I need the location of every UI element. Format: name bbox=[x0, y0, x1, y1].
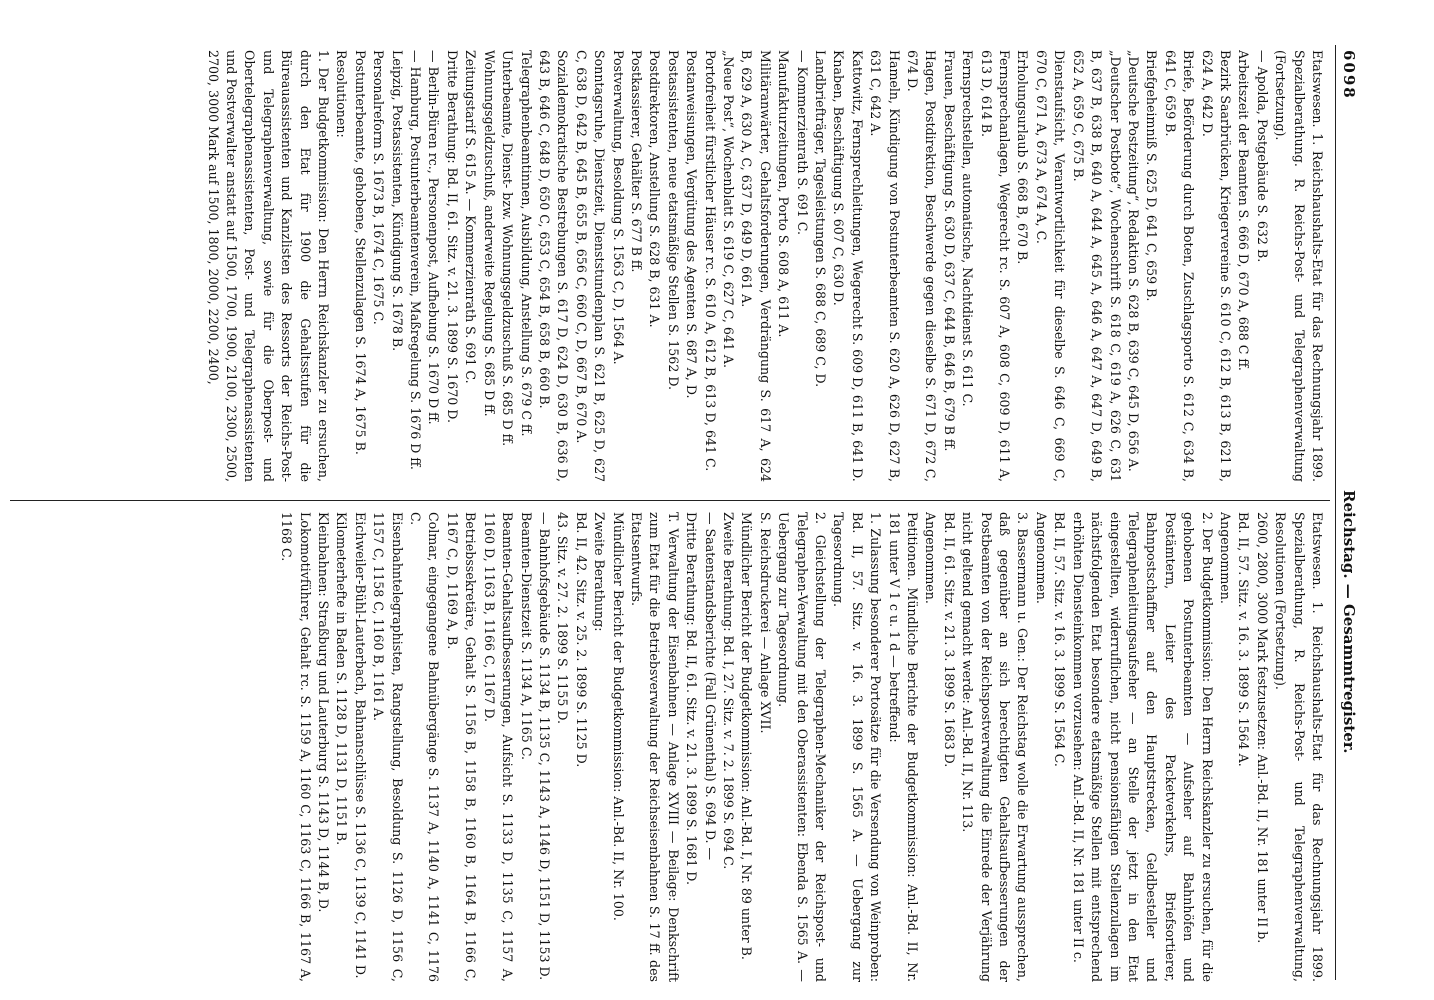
right-column-paragraph: Kilometerhefte in Baden S. 1128 D, 1131 D, 1151 B. bbox=[334, 512, 350, 846]
left-column-paragraph: Resolutionen: bbox=[334, 50, 350, 138]
right-column-paragraph: S. Reichsdruckerei — Anlage XVII. bbox=[757, 512, 773, 734]
left-column-paragraph: Postunterbeamte, gehobene, Stellenzulagen S. 1674 A, 1675 B. bbox=[352, 50, 368, 455]
left-column-paragraph: Erholungsurlaub S. 668 B, 670 B. bbox=[1015, 50, 1031, 265]
left-column bbox=[16, 50, 1326, 482]
right-column-paragraph: Eichweiler-Bühl-Lauterbach, Bahnanschlüsse S. 1136 C, 1139 C, 1141 D. bbox=[352, 512, 368, 979]
left-column-paragraph: Dritte Berathung: Bd. II, 61. Sitz. v. 21. 3. 1899 S. 1670 D. bbox=[444, 50, 460, 423]
left-column-paragraph: „Neue Post“, Wochenblatt S. 619 C, 627 C, 641 A. bbox=[721, 50, 736, 368]
header-rule bbox=[1335, 45, 1336, 980]
left-column-paragraph: Telegraphenbeamtinnen, Ausbildung, Anstellung S. 679 C ff. bbox=[518, 50, 534, 437]
right-column-paragraph: Mündlicher Bericht der Budgetkommission: Anl.-Bd. II, Nr. 100. bbox=[610, 512, 626, 921]
left-column-paragraph: Briefe, Beförderung durch Boten, Zuschlagsporto S. 612 C, 634 B, 641 C, 659 B. bbox=[1162, 50, 1197, 482]
column-divider bbox=[10, 500, 1330, 501]
left-column-paragraph: Landbriefträger, Tagesleistungen S. 688 C, 689 C, D. bbox=[813, 50, 829, 388]
left-column-paragraph: Sonntagsruhe, Dienstzeit, Dienststundenplan S. 621 B, 625 D, 627 C, 638 D, 642 B, 645 B, 655 B, 656 C, 660 C, D, 667 B, 670 A. bbox=[573, 50, 608, 482]
left-column-paragraph: Fernsprechanlagen, Wegerecht rc. S. 607 A, 608 C, 609 D, 611 A, 613 D, 614 B. bbox=[978, 50, 1013, 482]
right-column-paragraph: 2600, 2800, 3000 Mark festzusetzen: Anl.-Bd. II, Nr. 181 unter II b. bbox=[1254, 512, 1270, 944]
right-column-paragraph: 43. Sitz. v. 27. 2. 1899 S. 1155 D. bbox=[555, 512, 571, 725]
right-column-paragraph: Zweite Berathung: Bd. I, 27. Sitz. v. 7. 2. 1899 S. 694 C. bbox=[721, 512, 736, 870]
right-column-paragraph: Zweite Berathung: bbox=[592, 512, 608, 632]
right-column-paragraph: — Saatenstandsberichte (Fall Grünenthal) S. 694 D. — bbox=[702, 512, 718, 861]
left-column-paragraph: Arbeitszeit der Beamten S. 666 D, 670 A, 688 C ff. bbox=[1236, 50, 1252, 371]
left-column-paragraph: Manufakturzeitungen, Porto S. 608 A, 611 A. bbox=[776, 50, 792, 338]
left-column-paragraph: Unterbeamte, Dienst- bzw. Wohnungsgeldzuschuß S. 685 D ff. bbox=[500, 50, 516, 447]
left-column-paragraph: — Berlin-Büren rc., Personenpost, Aufhebung S. 1670 D ff. bbox=[426, 50, 442, 425]
left-column-paragraph: „Deutsche Postzeitung“, Redaktion S. 628 B, 639 C, 645 D, 656 A. bbox=[1125, 50, 1141, 472]
right-column-paragraph: Beamten-Gehaltsaufbesserungen, Aufsicht S. 1133 D, 1135 C, 1157 A, 1160 D, 1163 B, 1166 C, 1167 D. bbox=[481, 512, 516, 982]
left-column-paragraph: Leipzig, Postassistenten, Kündigung S. 1678 B. bbox=[389, 50, 405, 352]
left-column-paragraph: Postassistenten, neue etatsmäßige Stellen S. 1562 D. bbox=[665, 50, 681, 390]
right-column-paragraph: 3. Bassermann u. Gen.: Der Reichstag wolle die Erwartung aussprechen, daß gegenüber an sich berechtigten Gehaltsaufbesserungen der Postbeamten von der Reichspostverwaltung die Einrede der Verjährung nicht geltend gemacht werde: Anl.-Bd. II, Nr. 113. bbox=[960, 512, 1031, 982]
page-header bbox=[1332, 50, 1362, 980]
left-column-paragraph: Briefgeheimniß S. 625 D, 641 C, 659 B. bbox=[1144, 50, 1160, 302]
left-column-paragraph: Kattowitz, Fernsprechleitungen, Wegerecht S. 609 D, 611 B, 641 D. bbox=[849, 50, 865, 482]
left-column-paragraph: Postkassierer, Gehälter S. 677 B ff. bbox=[628, 50, 644, 273]
right-column-paragraph: T. Verwaltung der Eisenbahnen — Anlage XVIII — Beilage: Denkschrift zum Etat für die Betriebsverwaltung der Reichseisenbahnen S. 17 ff. des Etatsentwurfs. bbox=[628, 512, 681, 982]
left-column-paragraph: — Kommerzienrath S. 691 C. bbox=[794, 50, 810, 235]
left-column-paragraph: — Hamburg, Postunterbeamtenverein, Maßregelung S. 1676 D ff. bbox=[408, 50, 424, 470]
left-column-paragraph: Knaben, Beschäftigung S. 607 C, 630 D. bbox=[831, 50, 847, 306]
left-column-paragraph: Hagen, Postdirektion, Beschwerde gegen dieselbe S. 671 D, 672 C, 674 D. bbox=[905, 50, 939, 482]
left-column-paragraph: Portofreiheit fürstlicher Häuser rc. S. 610 A, 612 B, 613 D, 641 C. bbox=[702, 50, 718, 472]
right-column-paragraph: Lokomotivführer, Gehalt rc. S. 1159 A, 1160 C, 1163 C, 1166 B, 1167 A, 1168 C. bbox=[279, 512, 313, 982]
left-column-paragraph: Hameln, Kündigung von Postunterbeamten S. 620 A, 626 D, 627 B, 631 C, 642 A. bbox=[868, 50, 902, 482]
left-column-paragraph: Frauen, Beschäftigung S. 630 D, 637 C, 644 B, 646 B, 679 B ff. bbox=[941, 50, 957, 452]
right-column-paragraph: Bd. II, 61. Sitz. v. 21. 3. 1899 S. 1683 D. bbox=[941, 512, 957, 768]
left-column-paragraph: Bezirk Saarbrücken, Kriegervereine S. 610 C, 612 B, 613 B, 621 B, 624 A, 642 D. bbox=[1199, 50, 1233, 482]
page-number: 6098 bbox=[1340, 50, 1358, 100]
right-column-paragraph: Angenommen. bbox=[923, 512, 939, 604]
left-column-paragraph: 1. Der Budgetkommission: Den Herrn Reichskanzler zu ersuchen, durch den Etat für 1900 die Gehaltsstufen für die Büreauassistenten und Kanzlisten des Ressorts der Reichs-Post- und Telegraphenverwaltung, sowie für die Oberpost- und Obertelegraphenassistenten, Post- und Telegraphenassistenten und Postverwalter anstatt auf 1500, 1700, 1900, 2100, 2300, 2500, 2700, 3000 Mark auf 1500, 1800, 2000, 2200, 2400, bbox=[205, 50, 332, 482]
right-column-paragraph: — Bahnhofsgebäude S. 1134 B, 1135 C, 1143 A, 1146 D, 1151 D, 1153 D. bbox=[536, 512, 552, 981]
page-title: Reichstag. — Gesammtregister. bbox=[1340, 490, 1358, 754]
right-column bbox=[16, 512, 1326, 982]
left-column-paragraph: Personalreform S. 1673 B, 1674 C, 1675 C. bbox=[371, 50, 387, 325]
left-column-paragraph: Postverwaltung, Besoldung S. 1563 C, D, 1564 A. bbox=[610, 50, 626, 365]
right-column-paragraph: Angenommen. bbox=[1033, 512, 1049, 604]
right-column-paragraph: Betriebssekretäre, Gehalt S. 1156 B, 1158 B, 1160 B, 1164 B, 1166 C, 1167 C, D, 1169 A, B. bbox=[444, 512, 479, 982]
right-column-paragraph: Beamten-Dienstzeit S. 1134 A, 1165 C. bbox=[518, 512, 534, 761]
left-column-paragraph: — Apolda, Postgebäude S. 632 B. bbox=[1254, 50, 1270, 263]
right-column-paragraph: Eisenbahntelegraphisten, Rangstellung, Besoldung S. 1126 D, 1156 C, 1157 C, 1158 C, 1160 B, 1161 A. bbox=[371, 512, 405, 982]
right-column-paragraph: Dritte Berathung: Bd. II, 61. Sitz. v. 21. 3. 1899 S. 1681 D. bbox=[684, 512, 700, 885]
left-column-paragraph: Militäranwärter, Gehaltsforderungen, Verdrängung S. 617 A, 624 B, 629 A, 630 A, C, 637 D, 649 D, 661 A. bbox=[739, 50, 773, 482]
left-column-paragraph: Postdirektoren, Anstellung S. 628 B, 631 A. bbox=[647, 50, 663, 328]
left-column-paragraph: Wohnungsgeldzuschuß, anderweite Regelung S. 685 D ff. bbox=[481, 50, 497, 417]
right-column-paragraph: Bd. II, 42. Sitz. v. 25. 2. 1899 S. 1125 D. bbox=[573, 512, 589, 768]
right-column-paragraph: Bd. II, 57. Sitz. v. 16. 3. 1899 S. 1564 A. bbox=[1236, 512, 1252, 767]
left-column-paragraph: „Deutscher Postbote“, Wochenschrift S. 618 C, 619 A, 626 C, 631 B, 637 B, 638 B, 640 A, 644 A, 645 A, 646 A, 647 A, 647 D, 649 B, 652 A, 659 C, 675 B. bbox=[1070, 50, 1123, 482]
right-column-paragraph: Petitionen. Mündliche Berichte der Budgetkommission: Anl.-Bd. II, Nr. 181 unter V 1 c u. 1 d — betreffend: bbox=[886, 512, 921, 982]
right-column-paragraph: 1. Zulassung besonderer Portosätze für die Versendung von Weinproben: Bd. II, 57. Sitz. v. 16. 3. 1899 S. 1565 A. — Uebergang zur Tagesordnung. bbox=[831, 512, 884, 982]
left-column-paragraph: Dienstaufsicht, Verantwortlichkeit für dieselbe S. 646 C, 669 C, 670 C, 671 A, 673 A, 674 A, C. bbox=[1033, 50, 1068, 482]
left-column-paragraph: Zeitungstarif S. 615 A. — Kommerzienrath S. 691 C. bbox=[463, 50, 479, 384]
right-column-paragraph: Kleinbahnen: Straßburg und Lauterburg S. 1143 D, 1144 B, D. bbox=[316, 512, 332, 913]
right-column-paragraph: Etatswesen. 1. Reichshaushalts-Etat für das Rechnungsjahr 1899. Spezialberathung, R. Reichs-Post- und Telegraphenverwaltung, Resolutionen (Fortsetzung). bbox=[1273, 512, 1325, 982]
right-column-paragraph: 2. Gleichstellung der Telegraphen-Mechaniker der Reichspost- und Telegraphen-Verwaltung mit den Oberassistenten: Ebenda S. 1565 A. — Uebergang zur Tagesordnung. bbox=[776, 512, 829, 982]
left-column-paragraph: Sozialdemokratische Bestrebungen S. 617 D, 624 D, 630 B, 636 D, 643 B, 646 C, 648 D, 650 C, 653 C, 654 B, 658 B, 660 B. bbox=[536, 50, 571, 482]
right-column-paragraph: Colmar, eingegangene Bahnübergänge S. 1137 A, 1140 A, 1141 C, 1176 C. bbox=[408, 512, 442, 982]
left-column-paragraph: Postanweisungen, Vergütung des Agenten S. 687 A, D. bbox=[684, 50, 700, 399]
right-column-paragraph: 2. Der Budgetkommission: Den Herrn Reichskanzler zu ersuchen, für die gehobenen Postunterbeamten — Aufseher auf Bahnhöfen und Postämtern, Leiter des Packetverkehrs, Briefsortierer, Bahnpostschaffner auf den Hauptstrecken, Geldbesteller und Telegraphenleitungsaufseher — an Stelle der jetzt in den Etat eingestellten, widerruflichen, nicht pensionsfähigen Stellenzulagen im nächstfolgenden Etat besondere etatsmäßige Stellen mit entsprechend erhöhten Diensteinkommen vorzusehen: Anl.-Bd. II, Nr. 181 unter II c. bbox=[1070, 512, 1215, 982]
left-column-paragraph: Fernsprechstellen, automatische, Nachtdienst S. 611 C. bbox=[960, 50, 976, 407]
right-column-paragraph: Bd. II, 57. Sitz. v. 16. 3. 1899 S. 1564 C. bbox=[1052, 512, 1068, 767]
right-column-paragraph: Angenommen. bbox=[1217, 512, 1233, 604]
right-column-paragraph: Mündlicher Bericht der Budgetkommission: Anl.-Bd. I, Nr. 89 unter B. bbox=[739, 512, 755, 960]
left-column-paragraph: Etatswesen. 1. Reichshaushalts-Etat für das Rechnungsjahr 1899. Spezialberathung. R. Reichs-Post- und Telegraphenverwaltung (Fortsetzung). bbox=[1273, 50, 1325, 482]
